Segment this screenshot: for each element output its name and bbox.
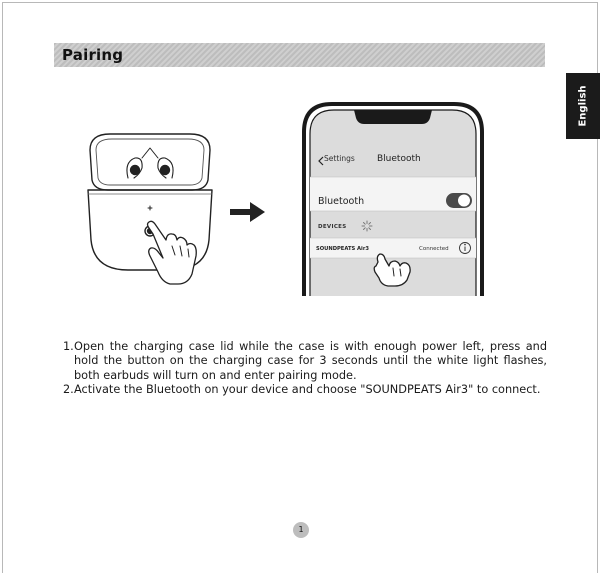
instruction-step xyxy=(63,383,547,397)
earbuds-case-icon xyxy=(80,128,220,288)
section-title: Pairing xyxy=(62,46,124,64)
step-text: Open the charging case lid while the case is with enough power left, press and hold the button on the charging case for 3 seconds until the white light flashes, both earbuds will turn on and enter pairing mode. xyxy=(74,340,547,382)
section-header xyxy=(54,43,545,67)
step-number: 2. xyxy=(63,383,74,397)
device-name[interactable]: SOUNDPEATS Air3 xyxy=(316,246,370,252)
language-tab-label: English xyxy=(577,85,589,127)
hand-pointer-icon xyxy=(148,221,197,284)
step-text: Activate the Bluetooth on your device and choose "SOUNDPEATS Air3" to connect. xyxy=(74,383,541,397)
device-status: Connected xyxy=(419,246,449,252)
language-tab[interactable] xyxy=(566,73,600,139)
nav-title: Bluetooth xyxy=(377,154,421,164)
step-number: 1. xyxy=(63,340,74,353)
instruction-step xyxy=(63,340,547,383)
page-number: 1 xyxy=(293,522,309,538)
toggle-switch-icon xyxy=(446,193,472,208)
back-button[interactable]: Settings xyxy=(324,154,355,163)
devices-header: DEVICES xyxy=(318,224,347,230)
instructions-list xyxy=(63,340,547,398)
bluetooth-setting-label: Bluetooth xyxy=(318,196,365,207)
right-arrow-icon xyxy=(230,201,266,223)
